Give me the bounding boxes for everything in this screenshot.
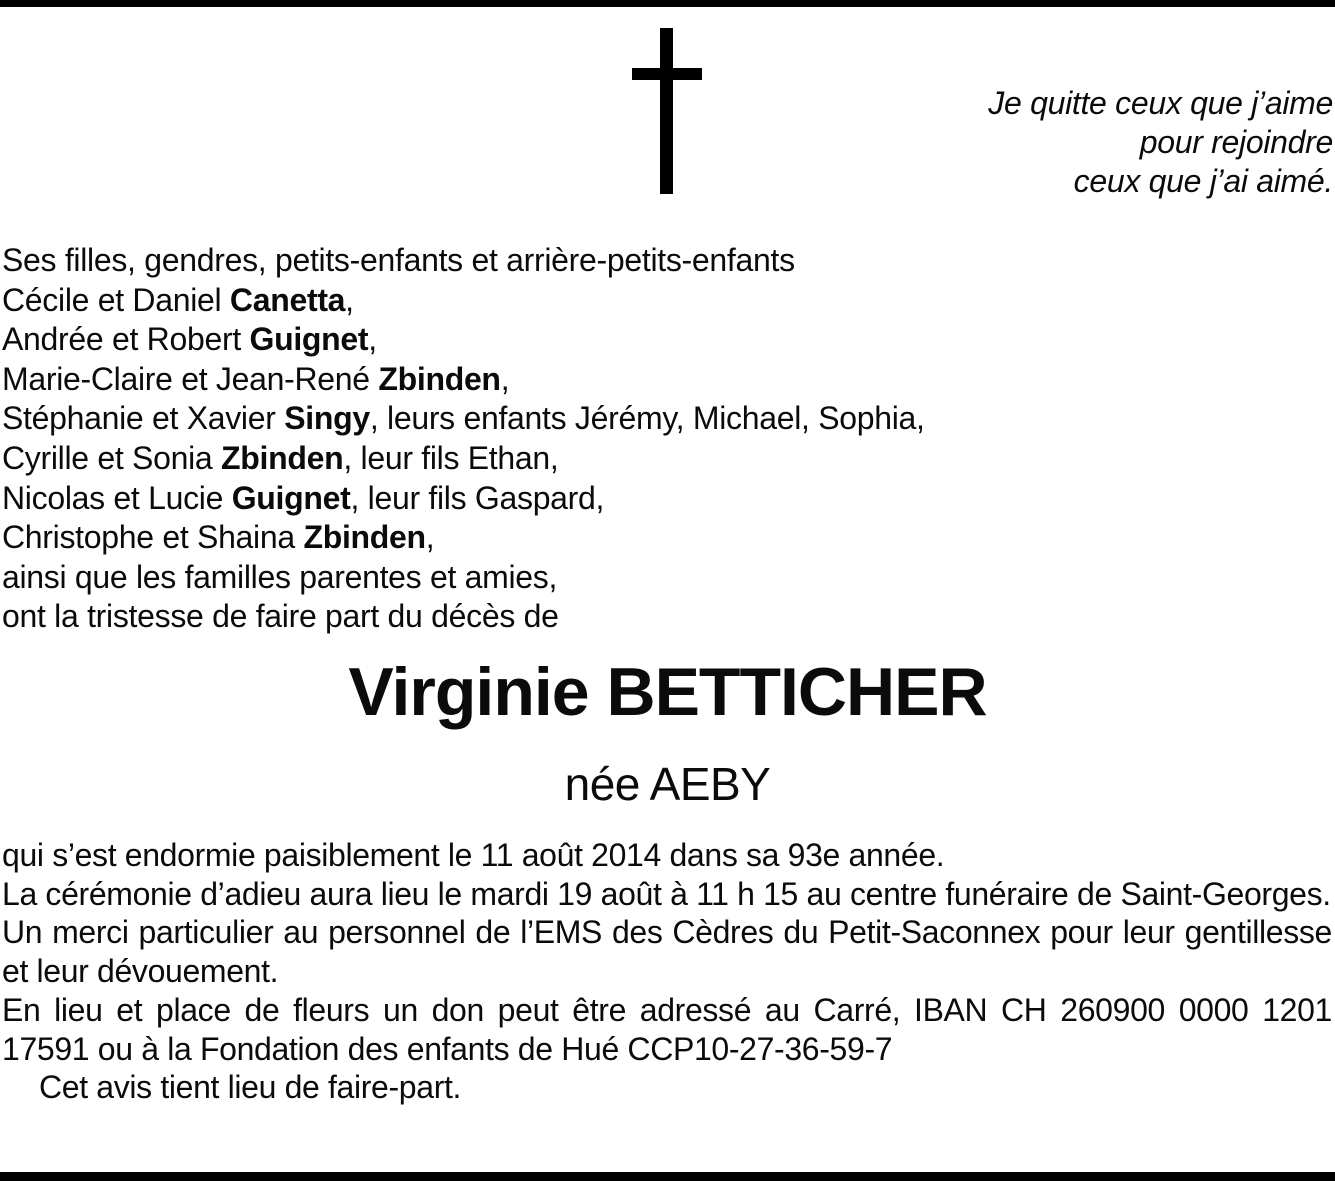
family-announcement: ont la tristesse de faire part du décès de xyxy=(2,598,559,635)
quote-line: ceux que j’ai aimé. xyxy=(1073,163,1333,199)
ceremony-info: La cérémonie d’adieu aura lieu le mardi 19 août à 11 h 15 au centre funéraire de Saint-Georges. xyxy=(2,875,1331,912)
family-member xyxy=(2,518,1332,558)
member-first-names: Andrée et Robert xyxy=(2,321,250,358)
death-notice: qui s’est endormie paisiblement le 11 août 2014 dans sa 93e année. xyxy=(2,837,945,873)
donation-info: En lieu et place de fleurs un don peut être adressé au Carré, IBAN CH 260900 0000 1201 17591 ou à la Fondation des enfants de Hué CCP10-27-36-59-7 xyxy=(2,991,1332,1067)
family-intro: Ses filles, gendres, petits-enfants et arrière-petits-enfants xyxy=(2,242,795,278)
member-rest: , xyxy=(500,360,510,397)
notice-details xyxy=(2,836,1332,1107)
member-rest: , leurs enfants Jérémy, Michael, Sophia, xyxy=(369,400,925,437)
family-extra: ainsi que les familles parentes et amies, xyxy=(2,558,558,595)
member-surname: Zbinden xyxy=(221,439,344,476)
quote-line: Je quitte ceux que j’aime xyxy=(988,85,1333,121)
member-surname: Canetta xyxy=(229,281,346,318)
thanks-message: Un merci particulier au personnel de l’EMS des Cèdres du Petit-Saconnex pour leur gentillesse et leur dévouement. xyxy=(2,914,1332,990)
member-first-names: Cyrille et Sonia xyxy=(2,439,221,476)
family-member xyxy=(2,281,1332,321)
deceased-name: Virginie BETTICHER xyxy=(348,654,987,730)
family-member xyxy=(2,439,1332,479)
member-surname: Zbinden xyxy=(303,519,426,556)
family-member xyxy=(2,320,1332,360)
member-rest: , xyxy=(368,321,377,358)
top-border-rule xyxy=(0,0,1335,7)
family-list xyxy=(2,241,1332,637)
deceased-maiden-name: née AEBY xyxy=(564,758,771,810)
family-member xyxy=(2,360,1332,400)
member-first-names: Marie-Claire et Jean-René xyxy=(2,360,379,397)
member-rest: , leur fils Ethan, xyxy=(343,439,559,476)
family-member xyxy=(2,399,1332,439)
cross-icon xyxy=(632,28,702,194)
bottom-border-rule xyxy=(0,1172,1335,1181)
member-first-names: Christophe et Shaina xyxy=(2,519,304,556)
member-rest: , xyxy=(425,519,435,556)
quote-line: pour rejoindre xyxy=(1139,124,1333,160)
member-surname: Singy xyxy=(284,400,370,437)
member-surname: Zbinden xyxy=(378,360,501,397)
epitaph-quote xyxy=(988,84,1333,201)
member-first-names: Cécile et Daniel xyxy=(2,281,230,318)
family-member xyxy=(2,479,1332,519)
member-first-names: Nicolas et Lucie xyxy=(2,479,232,516)
member-first-names: Stéphanie et Xavier xyxy=(2,400,285,437)
member-surname: Guignet xyxy=(231,479,351,516)
member-rest: , leur fils Gaspard, xyxy=(350,479,605,516)
member-surname: Guignet xyxy=(249,321,369,358)
member-rest: , xyxy=(345,281,354,318)
closing-note: Cet avis tient lieu de faire-part. xyxy=(39,1069,462,1106)
